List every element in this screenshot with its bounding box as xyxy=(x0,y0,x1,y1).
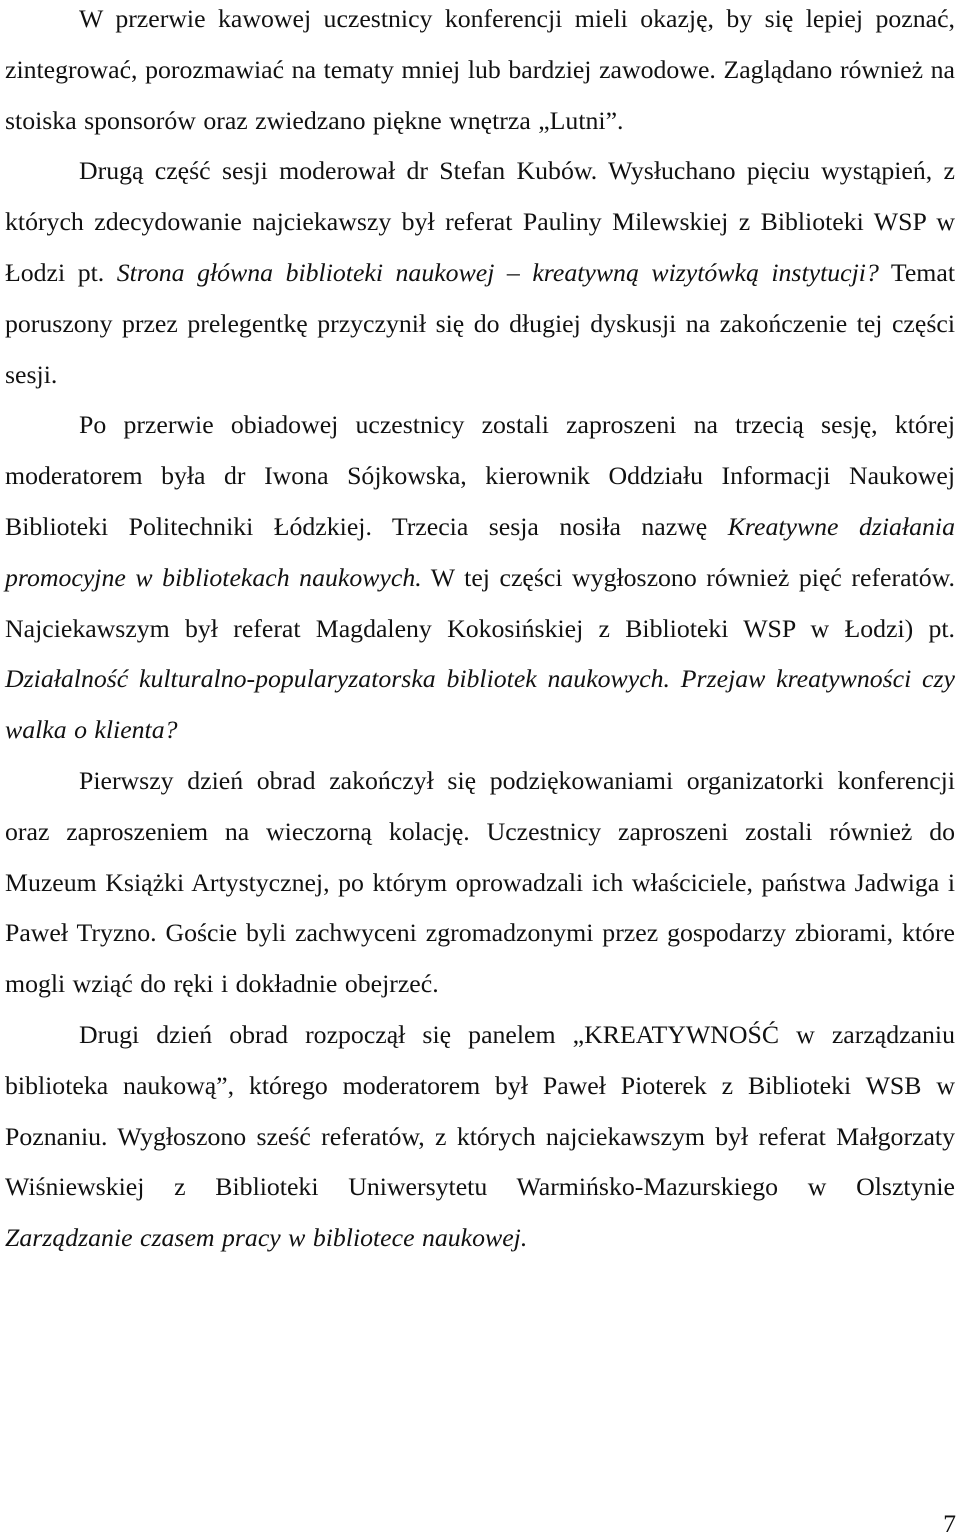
lecture-title: Działalność kulturalno-popularyzatorska bibliotek naukowych. Przejaw kreatywności czy walka o klienta? xyxy=(5,664,955,745)
paragraph-text: Pierwszy dzień obrad zakończył się podziękowaniami organizatorki konferencji oraz zaproszeniem na wieczorną kolację. Uczestnicy zaproszeni zostali również do Muzeum Książki Artystycznej, po którym oprowadzali ich właściciele, państwa Jadwiga i Paweł Tryzno. Goście byli zachwyceni zgromadzonymi przez gospodarzy zbiorami, które mogli wziąć do ręki i dokładnie obejrzeć. xyxy=(5,765,955,999)
page-number: 7 xyxy=(943,1509,956,1538)
paragraph-coffee-break xyxy=(5,0,955,146)
paragraph-text: Drugi dzień obrad rozpoczął się panelem „KREATYWNOŚĆ w zarządzaniu biblioteka naukową”, którego moderatorem był Paweł Pioterek z Biblioteki WSB w Poznaniu. Wygłoszono sześć referatów, z których najciekawszym był referat Małgorzaty Wiśniewskiej z Biblioteki Uniwersytetu Warmińsko-Mazurskiego w Olsztynie xyxy=(5,1019,955,1202)
lecture-title: Zarządzanie czasem pracy w bibliotece naukowej. xyxy=(5,1223,528,1253)
paragraph-text: Po przerwie obiadowej uczestnicy zostali zaproszeni na trzecią sesję, której moderatorem była dr Iwona Sójkowska, kierownik Oddziału Informacji Naukowej Biblioteki Politechniki Łódzkiej. Trzecia sesja nosiła nazwę xyxy=(5,410,955,541)
paragraph-text: W tej części wygłoszono również pięć referatów. Najciekawszym był referat Magdaleny Kokosińskiej z Biblioteki WSP w Łodzi) pt. xyxy=(5,562,955,643)
paragraph-first-day-end xyxy=(5,756,955,1010)
paragraph-second-session xyxy=(5,146,955,400)
paragraph-text: Drugą część sesji moderował dr Stefan Kubów. Wysłuchano pięciu wystąpień, z których zdecydowanie najciekawszy był referat Pauliny Milewskiej z Biblioteki WSP w Łodzi pt. xyxy=(5,156,955,287)
paragraph-second-day xyxy=(5,1010,955,1264)
lecture-title: Strona główna biblioteki naukowej – kreatywną wizytówką instytucji? xyxy=(116,257,879,287)
paragraph-third-session xyxy=(5,400,955,756)
paragraph-text: W przerwie kawowej uczestnicy konferencji mieli okazję, by się lepiej poznać, zintegrować, porozmawiać na tematy mniej lub bardziej zawodowe. Zaglądano również na stoiska sponsorów oraz zwiedzano piękne wnętrza „Lutni”. xyxy=(5,4,955,135)
paragraph-text: Temat poruszony przez prelegentkę przyczynił się do długiej dyskusji na zakończenie tej części sesji. xyxy=(5,257,955,389)
document-page xyxy=(5,0,955,1264)
session-title: Kreatywne działania promocyjne w bibliotekach naukowych. xyxy=(5,511,955,592)
